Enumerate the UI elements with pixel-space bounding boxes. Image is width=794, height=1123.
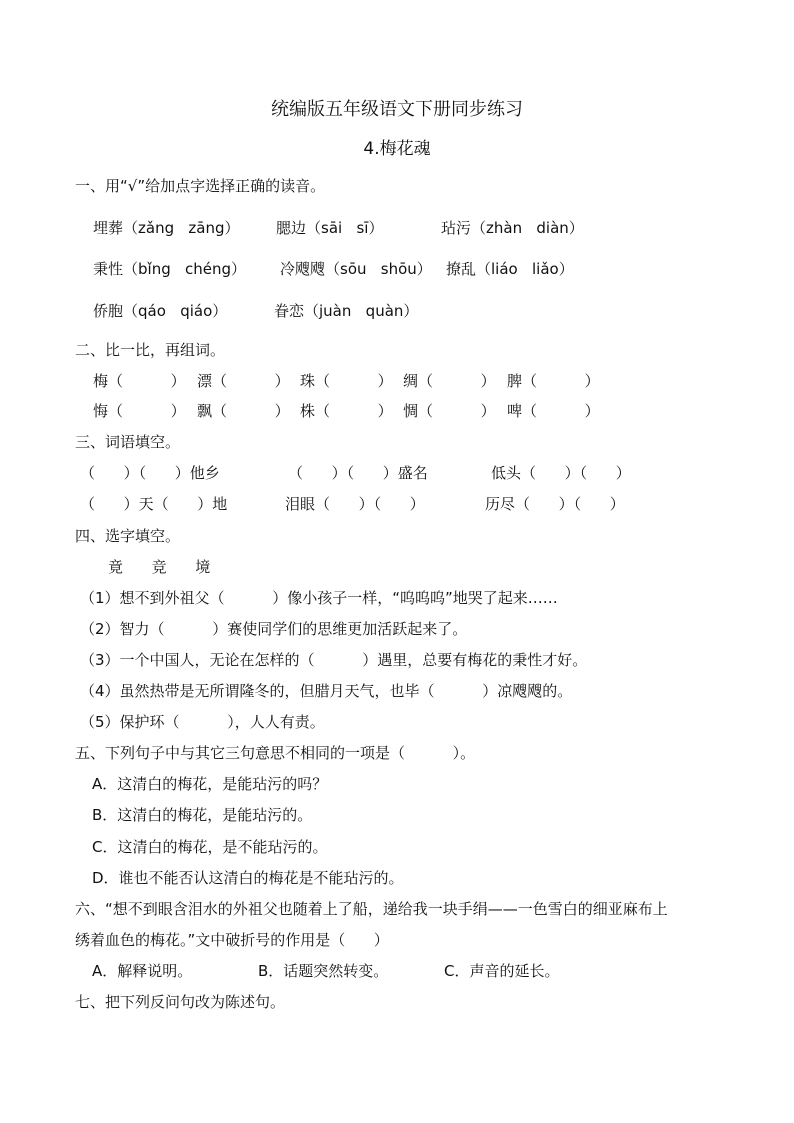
idiom-item: 低头（ ）（ ） [491,464,631,482]
option-item: B．话题突然转变。 [258,962,389,980]
pinyin-item: 埋葬（zǎng zāng） [93,219,240,237]
idiom-item: 泪眼（ ）（ ） [285,495,425,513]
pinyin-item: 冷飕飕（sōu shōu） [280,260,432,278]
fill-item: （4）虽然热带是无所谓隆冬的，但腊月天气，也毕（ ）凉飕飕的。 [80,682,573,700]
compare-item: 悔（ ） [93,402,186,420]
compare-item: 梅（ ） [93,372,186,390]
compare-item: 绸（ ） [403,372,496,390]
compare-item: 株（ ） [300,402,393,420]
document-title: 统编版五年级语文下册同步练习 [271,99,523,120]
section-5-heading: 五、下列句子中与其它三句意思不相同的一项是（ ）。 [75,744,476,762]
pinyin-item: 撩乱（liáo liǎo） [446,260,574,278]
pinyin-item: 腮边（sāi sī） [276,219,384,237]
option-item: A．解释说明。 [92,962,193,980]
pinyin-item: 侨胞（qáo qiáo） [93,302,228,320]
fill-item: （3）一个中国人，无论在怎样的（ ）遇里，总要有梅花的秉性才好。 [80,651,588,669]
section-1-heading: 一、用“√”给加点字选择正确的读音。 [75,177,326,195]
fill-item: （5）保护环（ ），人人有责。 [80,713,325,731]
compare-item: 珠（ ） [300,372,393,390]
option-item: C．声音的延长。 [444,962,560,980]
section-7-heading: 七、把下列反问句改为陈述句。 [75,993,286,1011]
section-2-heading: 二、比一比，再组词。 [75,341,226,359]
compare-item: 漂（ ） [197,372,290,390]
section-4-heading: 四、选字填空。 [75,527,181,545]
fill-item: （1）想不到外祖父（ ）像小孩子一样，“呜呜呜”地哭了起来…… [80,589,558,607]
compare-item: 脾（ ） [507,372,600,390]
section-6-text: 绣着血色的梅花。”文中破折号的作用是（ ） [75,931,389,949]
lesson-title: 4.梅花魂 [363,139,431,159]
compare-item: 飘（ ） [197,402,290,420]
section-6-text: 六、“想不到眼含泪水的外祖父也随着上了船，递给我一块手绢——一色雪白的细亚麻布上 [75,900,668,918]
section-3-heading: 三、词语填空。 [75,433,181,451]
option-item: D．谁也不能否认这清白的梅花是不能玷污的。 [92,869,404,887]
fill-item: （2）智力（ ）赛使同学们的思维更加活跃起来了。 [80,620,468,638]
idiom-item: （ ）（ ）盛名 [288,464,428,482]
character-choices: 竟 竞 境 [108,558,211,576]
option-item: B．这清白的梅花，是能玷污的。 [92,806,313,824]
option-item: A．这清白的梅花，是能玷污的吗？ [92,775,328,793]
compare-item: 啤（ ） [507,402,600,420]
idiom-item: 历尽（ ）（ ） [485,495,625,513]
option-item: C．这清白的梅花，是不能玷污的。 [92,838,328,856]
idiom-item: （ ）（ ）他乡 [80,464,220,482]
idiom-item: （ ）天（ ）地 [80,495,228,513]
pinyin-item: 秉性（bǐng chéng） [93,260,247,278]
pinyin-item: 眷恋（juàn quàn） [274,302,419,320]
compare-item: 惆（ ） [403,402,496,420]
pinyin-item: 玷污（zhàn diàn） [441,219,584,237]
